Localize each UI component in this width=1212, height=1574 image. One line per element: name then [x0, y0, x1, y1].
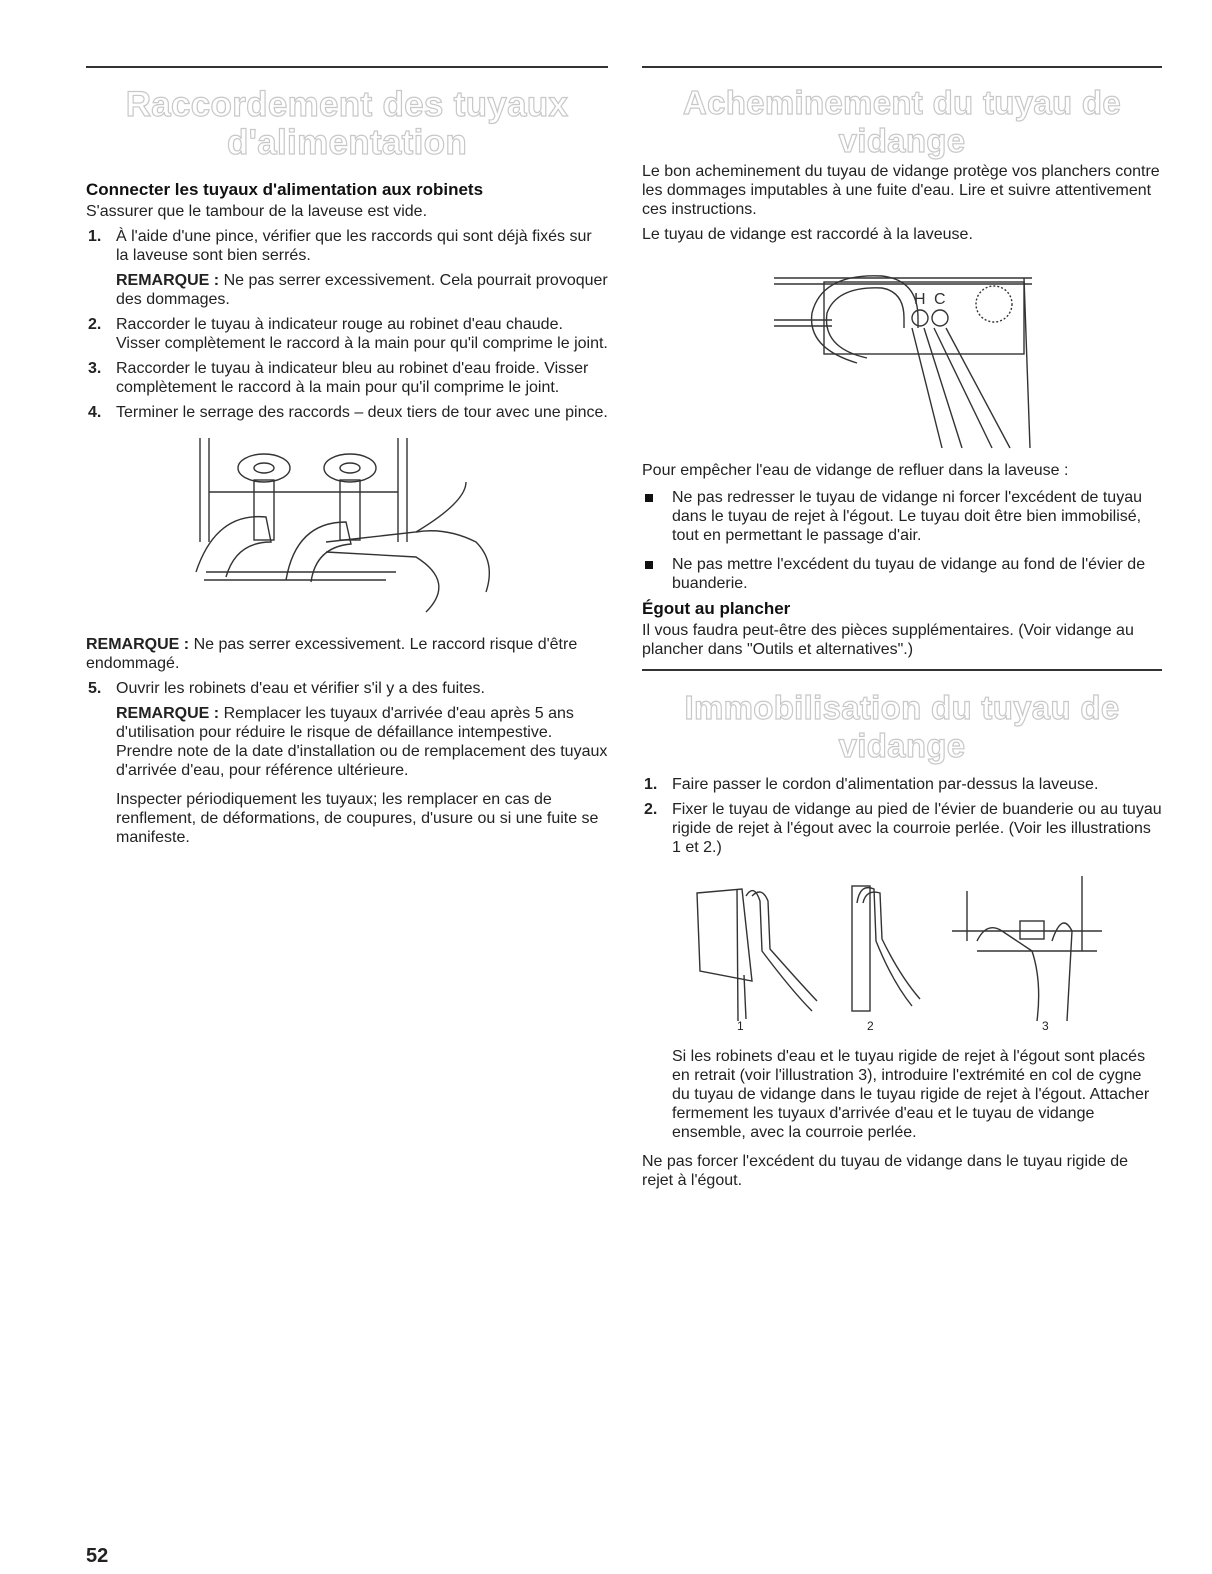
backflow-intro: Pour empêcher l'eau de vidange de refluer dans la laveuse : — [642, 462, 1069, 479]
step-number: 2. — [644, 801, 658, 818]
inspect-text: Inspecter périodiquement les tuyaux; les remplacer en cas de renflement, de déformations, de coupures, d'usure ou si une fuite se manifeste. — [116, 791, 599, 846]
subheading-floor-drain: Égout au plancher — [642, 599, 791, 618]
intro-text: S'assurer que le tambour de la laveuse est vide. — [86, 203, 428, 220]
note-text: Remplacer les tuyaux d'arrivée d'eau après 5 ans d'utilisation pour réduire le risque de défaillance intempestive. Prendre note de la date d'installation ou de remplacement des tuyaux d'arrivée d'eau, pour référence ultérieure. — [116, 705, 608, 779]
bullet-1 — [642, 488, 1162, 545]
section-heading-routing: Acheminement du tuyau de vidange — [682, 84, 1122, 159]
caption-3: 3 — [1042, 1019, 1049, 1033]
note-label: REMARQUE : — [116, 705, 220, 722]
bullet-2 — [642, 555, 1162, 593]
step-5 — [86, 679, 608, 698]
bullet-square-icon — [645, 561, 653, 569]
note-label: REMARQUE : — [116, 272, 220, 289]
step-text: À l'aide d'une pince, vérifier que les raccords qui sont déjà fixés sur la laveuse sont bien serrés. — [116, 228, 592, 264]
step-text: Terminer le serrage des raccords – deux tiers de tour avec une pince. — [116, 404, 608, 421]
section-rule — [642, 66, 1162, 68]
step-text: Ouvrir les robinets d'eau et vérifier s'il y a des fuites. — [116, 680, 485, 697]
heading-line-2: d'alimentation — [226, 123, 468, 162]
routing-intro: Le bon acheminement du tuyau de vidange protège vos planchers contre les dommages imputables à une fuite d'eau. Lire et suivre attentivement ces instructions. — [642, 163, 1160, 218]
subheading-connect: Connecter les tuyaux d'alimentation aux robinets — [86, 180, 484, 199]
step-number: 1. — [88, 228, 102, 245]
section-heading-hoses — [86, 86, 608, 162]
bullet-text: Ne pas mettre l'excédent du tuyau de vidange au fond de l'évier de buanderie. — [672, 556, 1146, 592]
step-4 — [86, 403, 608, 422]
note-text: Ne pas serrer excessivement. Cela pourrait provoquer des dommages. — [116, 272, 608, 308]
step-text: Fixer le tuyau de vidange au pied de l'évier de buanderie ou au tuyau rigide de rejet à l'égout avec la courroie perlée. (Voir les illustrations 1 et 2.) — [672, 801, 1162, 856]
faucet-pliers-illustration — [86, 432, 608, 627]
step-2 — [86, 315, 608, 353]
step-number: 5. — [88, 680, 102, 697]
step-3 — [86, 359, 608, 397]
caption-1: 1 — [737, 1019, 744, 1033]
note-label: REMARQUE : — [86, 636, 190, 653]
page-number: 52 — [86, 1545, 109, 1567]
cold-label: C — [934, 291, 946, 308]
step-number: 2. — [88, 316, 102, 333]
section-heading-securing: Immobilisation du tuyau de vidange — [684, 689, 1120, 764]
step-1 — [86, 227, 608, 265]
secure-step-2 — [642, 800, 1162, 857]
note-text: Ne pas serrer excessivement. Le raccord risque d'être endommagé. — [86, 636, 578, 672]
floor-drain-text: Il vous faudra peut-être des pièces supplémentaires. (Voir vidange au plancher dans "Outils et alternatives".) — [642, 622, 1134, 658]
left-column — [86, 0, 608, 847]
do-not-force-text: Ne pas forcer l'excédent du tuyau de vidange dans le tuyau rigide de rejet à l'égout. — [642, 1153, 1129, 1189]
note-3 — [86, 704, 608, 780]
recessed-text: Si les robinets d'eau et le tuyau rigide de rejet à l'égout sont placés en retrait (voir l'illustration 3), introduire l'extrémité en col de cygne du tuyau de vidange dans le tuyau rigide de rejet à l'égout. Attacher fermement les tuyaux d'arrivée d'eau et le tuyau de vidange ensemble, avec la courroie perlée. — [672, 1048, 1150, 1141]
step-text: Raccorder le tuyau à indicateur rouge au robinet d'eau chaude. Visser complètement le raccord à la main pour qu'il comprime le joint. — [116, 316, 608, 352]
step-number: 4. — [88, 404, 102, 421]
routing-note: Le tuyau de vidange est raccordé à la laveuse. — [642, 226, 973, 243]
bullet-square-icon — [645, 494, 653, 502]
caption-2: 2 — [867, 1019, 874, 1033]
step-text: Raccorder le tuyau à indicateur bleu au robinet d'eau froide. Visser complètement le raccord à la main pour qu'il comprime le joint. — [116, 360, 589, 396]
right-column — [642, 0, 1162, 1190]
securing-figures — [642, 871, 1162, 1023]
section-rule — [86, 66, 608, 68]
drain-hose-illustration — [642, 258, 1162, 453]
step-number: 3. — [88, 360, 102, 377]
step-text: Faire passer le cordon d'alimentation par-dessus la laveuse. — [672, 776, 1099, 793]
section-rule — [642, 669, 1162, 671]
secure-step-1 — [642, 775, 1162, 794]
step-number: 1. — [644, 776, 658, 793]
note-1 — [86, 271, 608, 309]
note-2 — [86, 635, 608, 673]
hot-label: H — [914, 291, 926, 308]
securing-illustrations — [642, 871, 1162, 1041]
bullet-text: Ne pas redresser le tuyau de vidange ni forcer l'excédent de tuyau dans le tuyau de rejet à l'égout. Le tuyau doit être bien immobilisé, tout en permettant le passage d'air. — [672, 489, 1142, 544]
heading-line-1: Raccordement des tuyaux — [125, 85, 569, 124]
